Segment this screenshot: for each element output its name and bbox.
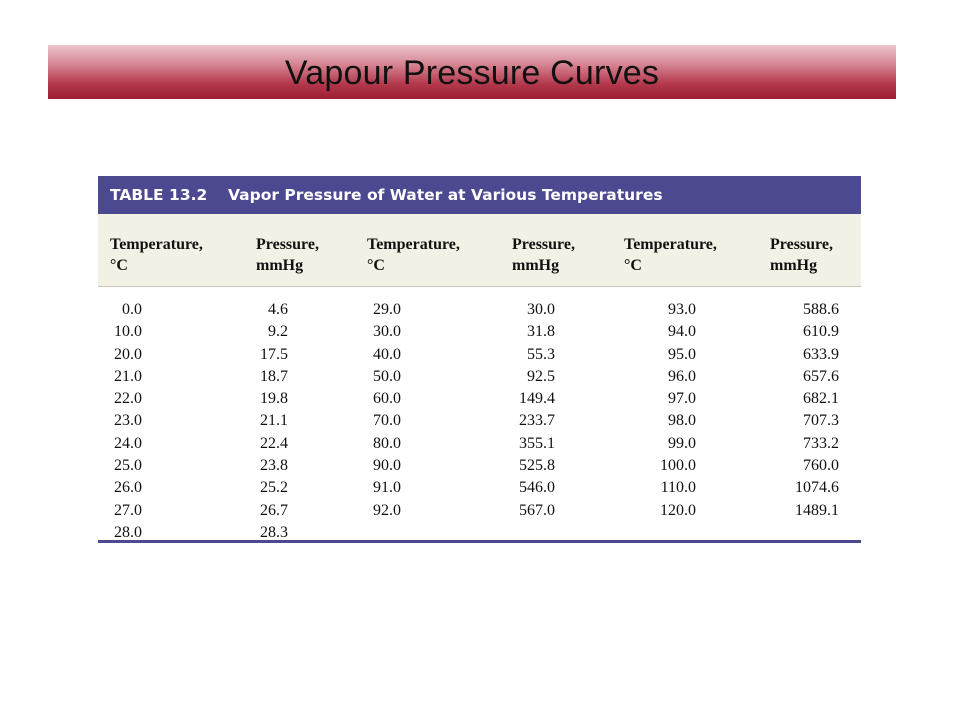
- table-cell: 120.0: [660, 501, 696, 519]
- table-cell: 26.7: [260, 501, 288, 519]
- table-cell: 4.6: [268, 301, 288, 318]
- table-cell: 92.5: [527, 367, 555, 385]
- table-cell: 70.0: [373, 412, 401, 430]
- table-cell: 100.0: [660, 457, 696, 475]
- table-cell: 20.0: [114, 345, 142, 363]
- table-cell: 10.0: [114, 323, 142, 341]
- table-cell: 18.7: [260, 367, 288, 385]
- table-cell: 22.4: [260, 434, 288, 452]
- table-cell: 733.2: [803, 434, 839, 452]
- table-cell: 94.0: [668, 323, 696, 341]
- table-caption-bar: [98, 176, 861, 214]
- slide-title: Vapour Pressure Curves: [284, 54, 660, 92]
- table-cell: 55.3: [527, 345, 555, 363]
- table-cell: 1489.1: [795, 501, 839, 519]
- table-cell: 30.0: [527, 301, 555, 318]
- table-cell: 567.0: [519, 501, 555, 519]
- column-pressure-3: [770, 299, 839, 522]
- table-cell: 21.1: [260, 412, 288, 430]
- table-cell: 30.0: [373, 323, 401, 341]
- table-cell: 92.0: [373, 501, 401, 519]
- column-temperature-3: [624, 299, 696, 522]
- table-cell: 90.0: [373, 457, 401, 475]
- table-cell: 22.0: [114, 390, 142, 408]
- table-cell: 24.0: [114, 434, 142, 452]
- table-cell: 40.0: [373, 345, 401, 363]
- table-cell: 28.0: [114, 523, 142, 541]
- table-cell: 50.0: [373, 367, 401, 385]
- table-cell: 0.0: [122, 301, 142, 318]
- table-cell: 27.0: [114, 501, 142, 519]
- table-cell: 355.1: [519, 434, 555, 452]
- table-cell: 26.0: [114, 479, 142, 497]
- table-cell: 17.5: [260, 345, 288, 363]
- table-cell: 1074.6: [795, 479, 839, 497]
- table-cell: 19.8: [260, 390, 288, 408]
- table-cell: 23.0: [114, 412, 142, 430]
- table-label: TABLE 13.2: [110, 186, 208, 204]
- column-pressure-1: [254, 299, 288, 544]
- table-cell: 21.0: [114, 367, 142, 385]
- table-cell: 633.9: [803, 345, 839, 363]
- table-cell: 110.0: [660, 479, 696, 497]
- table-caption: Vapor Pressure of Water at Various Temperatures: [228, 186, 663, 204]
- table-cell: 28.3: [260, 523, 288, 541]
- table-cell: 93.0: [668, 301, 696, 318]
- column-temperature-1: [108, 299, 142, 544]
- header-temperature-1: Temperature, °C: [110, 236, 203, 274]
- table-cell: 233.7: [519, 412, 555, 430]
- table-cell: 707.3: [803, 412, 839, 430]
- table-cell: 60.0: [373, 390, 401, 408]
- table-cell: 95.0: [668, 345, 696, 363]
- table-cell: 657.6: [803, 367, 839, 385]
- table-cell: 31.8: [527, 323, 555, 341]
- table-cell: 525.8: [519, 457, 555, 475]
- table-cell: 23.8: [260, 457, 288, 475]
- table-body: [98, 287, 861, 540]
- table-cell: 25.2: [260, 479, 288, 497]
- table-cell: 29.0: [373, 301, 401, 318]
- table-cell: 149.4: [519, 390, 555, 408]
- table-cell: 97.0: [668, 390, 696, 408]
- table-cell: 99.0: [668, 434, 696, 452]
- vapor-pressure-table: [98, 176, 861, 543]
- header-temperature-2: Temperature, °C: [367, 236, 460, 274]
- table-cell: 9.2: [268, 323, 288, 341]
- title-bar: [48, 45, 896, 99]
- table-cell: 96.0: [668, 367, 696, 385]
- header-pressure-3: Pressure, mmHg: [770, 236, 833, 274]
- table-header-row: [98, 214, 861, 287]
- column-temperature-2: [367, 299, 401, 522]
- table-cell: 760.0: [803, 457, 839, 475]
- table-bottom-rule: [98, 540, 861, 543]
- table-cell: 91.0: [373, 479, 401, 497]
- table-cell: 588.6: [803, 301, 839, 318]
- column-pressure-2: [482, 299, 555, 522]
- table-cell: 682.1: [803, 390, 839, 408]
- table-cell: 610.9: [803, 323, 839, 341]
- table-cell: 98.0: [668, 412, 696, 430]
- table-cell: 80.0: [373, 434, 401, 452]
- header-pressure-2: Pressure, mmHg: [512, 236, 575, 274]
- header-temperature-3: Temperature, °C: [624, 236, 717, 274]
- header-pressure-1: Pressure, mmHg: [256, 236, 319, 274]
- table-cell: 546.0: [519, 479, 555, 497]
- table-cell: 25.0: [114, 457, 142, 475]
